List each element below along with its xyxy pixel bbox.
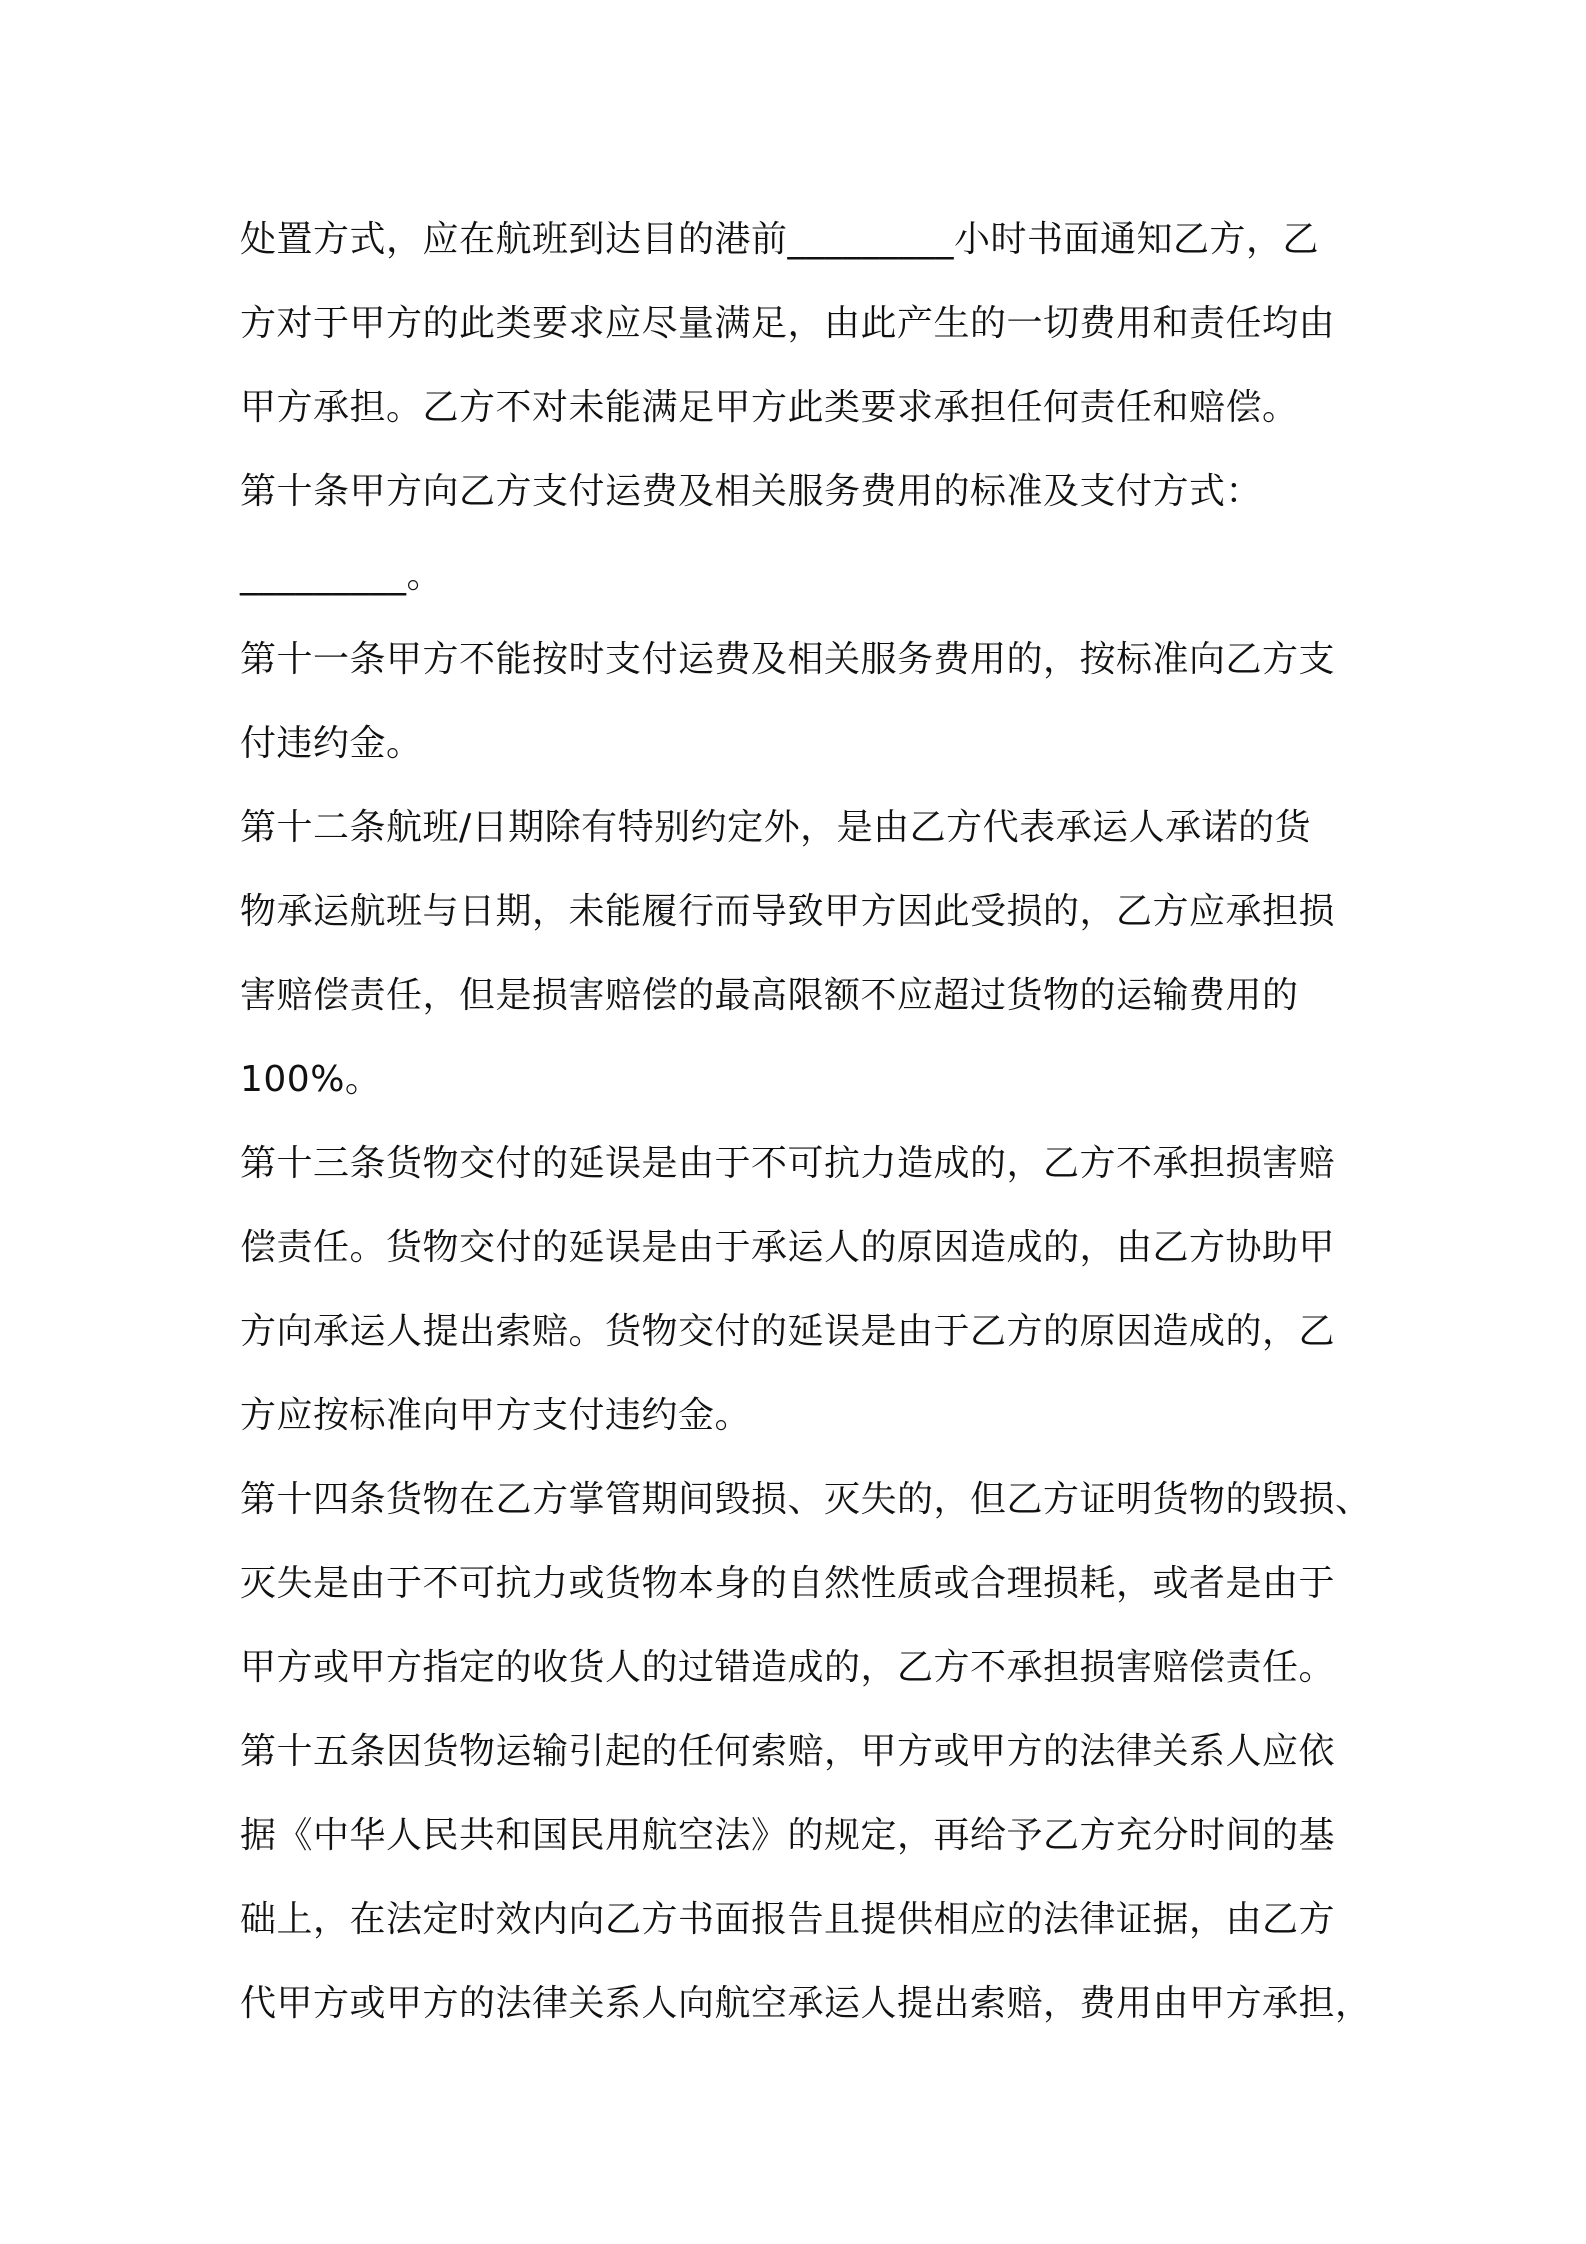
text-line: 方对于甲方的此类要求应尽量满足，由此产生的一切费用和责任均由 (240, 303, 1336, 344)
text-line: 偿责任。货物交付的延误是由于承运人的原因造成的，由乙方协助甲 (240, 1227, 1336, 1268)
text-line: 付违约金。 (240, 723, 423, 764)
text-line: 方应按标准向甲方支付违约金。 (240, 1395, 752, 1436)
text-line: 甲方或甲方指定的收货人的过错造成的，乙方不承担损害赔偿责任。 (240, 1647, 1336, 1688)
text-line: 灭失是由于不可抗力或货物本身的自然性质或合理损耗，或者是由于 (240, 1563, 1336, 1604)
text-line: 代甲方或甲方的法律关系人向航空承运人提出索赔，费用由甲方承担， (240, 1983, 1372, 2024)
text-line: 100%。 (240, 1059, 382, 1100)
document-body (240, 198, 1372, 2046)
text-line: 据《中华人民共和国民用航空法》的规定，再给予乙方充分时间的基 (240, 1815, 1336, 1856)
article-14-line: 第十四条货物在乙方掌管期间毁损、灭失的，但乙方证明货物的毁损、 (240, 1479, 1372, 1520)
text-line: 础上，在法定时效内向乙方书面报告且提供相应的法律证据，由乙方 (240, 1899, 1336, 1940)
text-line: _________。 (240, 555, 444, 596)
text-line: 处置方式，应在航班到达目的港前_________小时书面通知乙方，乙 (240, 219, 1320, 260)
text-line: 害赔偿责任，但是损害赔偿的最高限额不应超过货物的运输费用的 (240, 975, 1299, 1016)
article-15-line: 第十五条因货物运输引起的任何索赔，甲方或甲方的法律关系人应依 (240, 1731, 1336, 1772)
article-11-line: 第十一条甲方不能按时支付运费及相关服务费用的，按标准向乙方支 (240, 639, 1336, 680)
article-12-line: 第十二条航班/日期除有特别约定外，是由乙方代表承运人承诺的货 (240, 807, 1312, 848)
article-10-line: 第十条甲方向乙方支付运费及相关服务费用的标准及支付方式： (240, 471, 1263, 512)
text-line: 物承运航班与日期，未能履行而导致甲方因此受损的，乙方应承担损 (240, 891, 1336, 932)
article-13-line: 第十三条货物交付的延误是由于不可抗力造成的，乙方不承担损害赔 (240, 1143, 1336, 1184)
text-line: 方向承运人提出索赔。货物交付的延误是由于乙方的原因造成的，乙 (240, 1311, 1336, 1352)
text-line: 甲方承担。乙方不对未能满足甲方此类要求承担任何责任和赔偿。 (240, 387, 1299, 428)
